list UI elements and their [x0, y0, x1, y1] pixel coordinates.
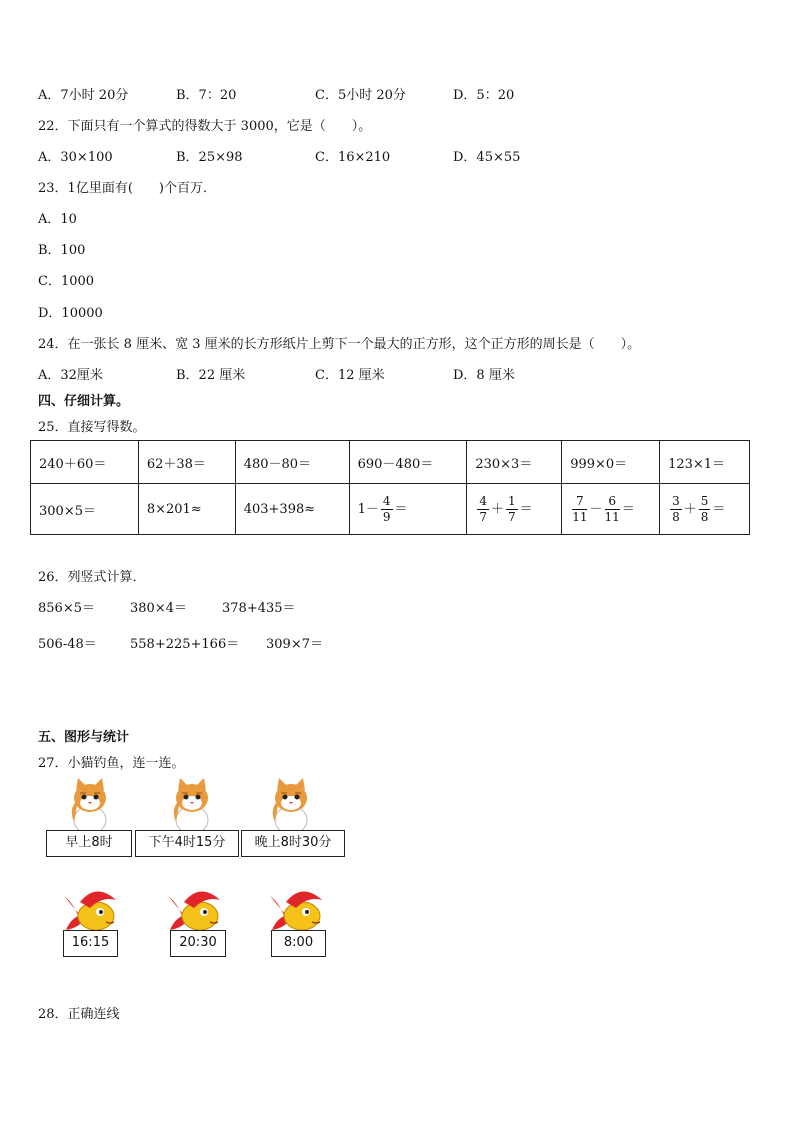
- numerator: 4: [479, 493, 487, 508]
- fraction-cell: [660, 484, 750, 535]
- q24-option-b: B．22 厘米: [176, 368, 246, 383]
- cat-icon: [166, 778, 218, 832]
- q24-option-d: D．8 厘米: [453, 368, 515, 383]
- fraction-cell: [562, 484, 660, 535]
- frac-equals: ＝: [621, 501, 635, 517]
- denominator: 8: [700, 509, 709, 524]
- q23-option-d: D．10000: [38, 306, 103, 321]
- frac-operator: ＋: [490, 501, 504, 517]
- calc-cell: 230×3＝: [467, 441, 562, 484]
- cat-icon: [64, 778, 116, 832]
- fraction-cell: [467, 484, 562, 535]
- fraction: [381, 494, 393, 525]
- q23-option-c: C．1000: [38, 274, 95, 289]
- fish-icon: [166, 886, 222, 932]
- section-4-heading: 四、仔细计算。: [38, 394, 130, 409]
- q23-option-a: A．10: [38, 212, 77, 227]
- fish-icon: [62, 886, 118, 932]
- q26-expr: 380×4＝: [130, 601, 187, 616]
- calc-cell: 62＋38＝: [138, 441, 235, 484]
- fraction: [506, 494, 518, 525]
- denominator: 11: [572, 509, 588, 524]
- numerator: 1: [508, 493, 516, 508]
- denominator: 7: [479, 509, 487, 524]
- calc-row-1: [31, 441, 750, 484]
- q22-option-b: B．25×98: [176, 150, 243, 165]
- frac-operator: ＋: [683, 501, 697, 517]
- numerator: 4: [382, 493, 391, 508]
- q21-option-a: A．7小时 20分: [38, 88, 129, 103]
- q26-expr: 558+225+166＝: [130, 637, 240, 652]
- denominator: 8: [672, 509, 680, 524]
- q26-stem: 26．列竖式计算．: [38, 570, 146, 585]
- cat-time-label[interactable]: 早上8时: [46, 830, 132, 857]
- q22-stem: 22．下面只有一个算式的得数大于 3000，它是（ ）。: [38, 119, 372, 134]
- denominator: 7: [508, 509, 516, 524]
- calc-cell: 690－480＝: [349, 441, 467, 484]
- numerator: 5: [700, 493, 709, 508]
- calc-cell: 8×201≈: [138, 484, 235, 535]
- denominator: 11: [604, 509, 620, 524]
- q21-option-d: D．5：20: [453, 88, 515, 103]
- fish-time-label[interactable]: 20:30: [170, 930, 226, 957]
- cat-time-label[interactable]: 晚上8时30分: [241, 830, 345, 857]
- frac-equals: ＝: [712, 501, 726, 517]
- calc-cell: 300×5＝: [31, 484, 139, 535]
- frac-equals: ＝: [394, 501, 408, 517]
- calc-cell: 480－80＝: [235, 441, 349, 484]
- q26-expr: 309×7＝: [266, 637, 323, 652]
- numerator: 6: [605, 494, 620, 510]
- fraction: [699, 494, 711, 525]
- fraction: [670, 494, 682, 525]
- q24-stem: 24．在一张长 8 厘米、宽 3 厘米的长方形纸片上剪下一个最大的正方形，这个正方形的周长是（ ）。: [38, 337, 641, 352]
- q22-option-a: A．30×100: [38, 150, 113, 165]
- section-5-heading: 五、图形与统计: [38, 730, 130, 745]
- q25-calc-table: [30, 440, 750, 535]
- q22-option-d: D．45×55: [453, 150, 521, 165]
- q21-option-b: B．7：20: [176, 88, 237, 103]
- calc-cell: 240＋60＝: [31, 441, 139, 484]
- q26-expr: 506-48＝: [38, 637, 97, 652]
- frac-operator: －: [589, 501, 603, 517]
- numerator: 3: [672, 493, 680, 508]
- q28-stem: 28．正确连线: [38, 1007, 120, 1022]
- fraction-cell: [349, 484, 467, 535]
- fraction: [572, 494, 587, 525]
- frac-prefix: 1－: [357, 501, 379, 517]
- cat-icon: [265, 778, 317, 832]
- fish-time-label[interactable]: 16:15: [63, 930, 118, 957]
- numerator: 7: [572, 494, 587, 510]
- denominator: 9: [382, 509, 391, 524]
- q24-option-c: C．12 厘米: [315, 368, 385, 383]
- fraction: [605, 494, 620, 525]
- q26-expr: 856×5＝: [38, 601, 95, 616]
- frac-equals: ＝: [519, 501, 533, 517]
- q27-stem: 27．小猫钓鱼，连一连。: [38, 756, 185, 771]
- calc-row-2: [31, 484, 750, 535]
- calc-cell: 403+398≈: [235, 484, 349, 535]
- q25-stem: 25．直接写得数。: [38, 420, 146, 435]
- calc-cell: 999×0＝: [562, 441, 660, 484]
- q23-option-b: B．100: [38, 243, 86, 258]
- fish-time-label[interactable]: 8:00: [271, 930, 326, 957]
- q22-option-c: C．16×210: [315, 150, 391, 165]
- calc-cell: 123×1＝: [660, 441, 750, 484]
- fraction: [477, 494, 489, 525]
- q23-stem: 23．1亿里面有( )个百万．: [38, 181, 216, 196]
- q24-option-a: A．32厘米: [38, 368, 103, 383]
- q21-option-c: C．5小时 20分: [315, 88, 406, 103]
- cat-time-label[interactable]: 下午4时15分: [135, 830, 239, 857]
- fish-icon: [268, 886, 324, 932]
- q26-expr: 378+435＝: [222, 601, 296, 616]
